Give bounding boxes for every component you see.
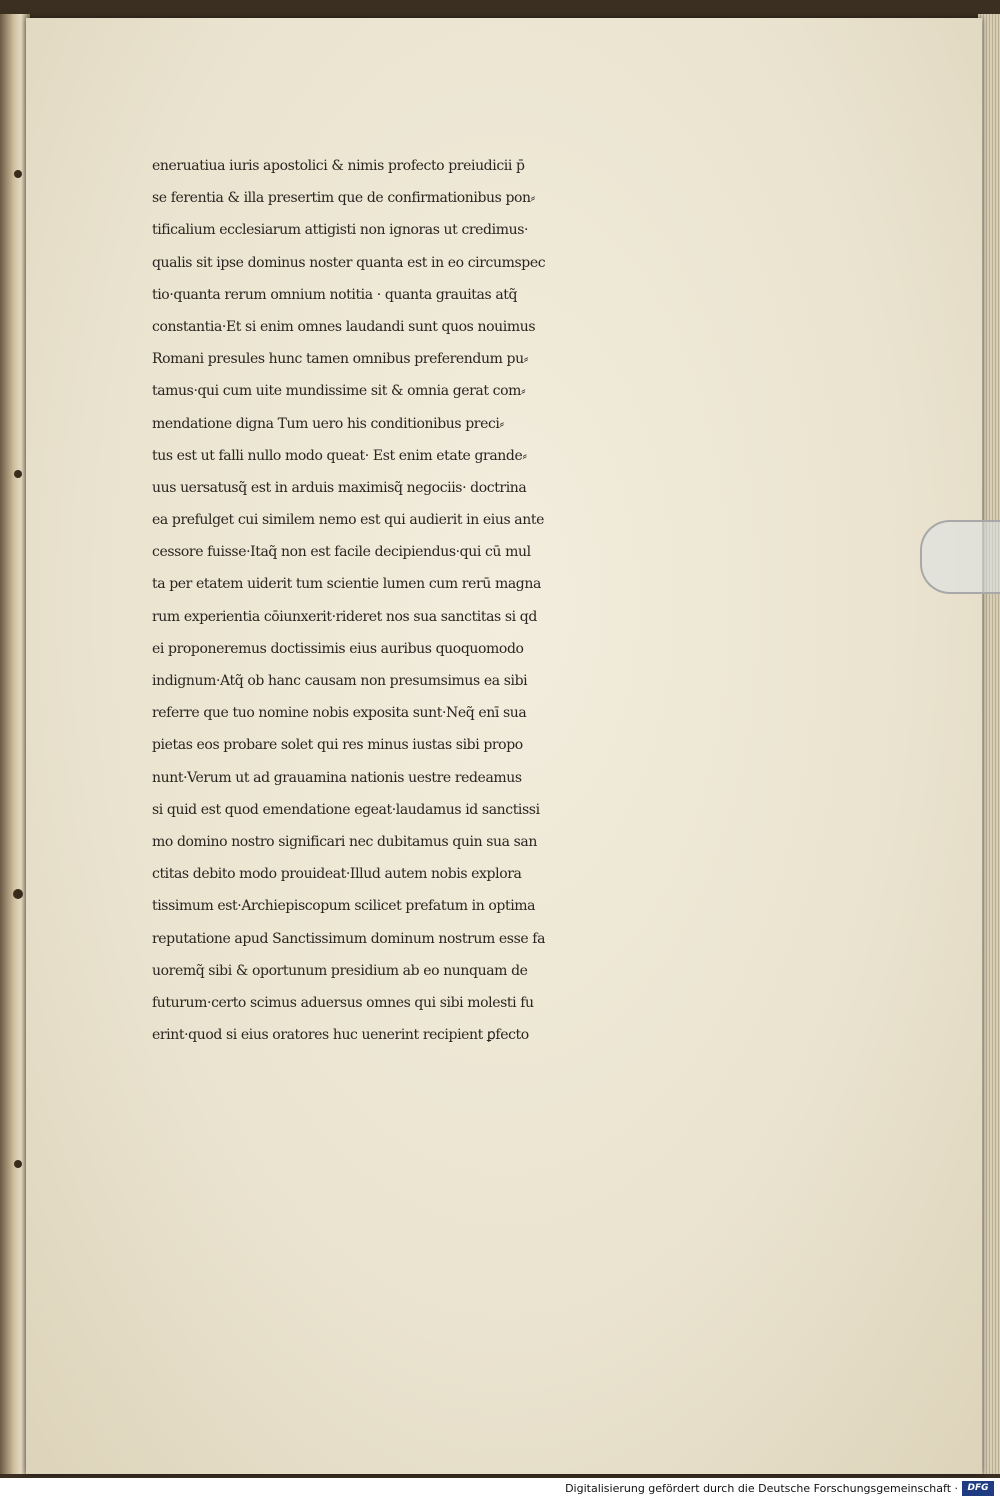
text-line: tificalium ecclesiarum attigisti non ignoras ut credimus· [152,222,529,239]
text-line: rum experientia cōiunxerit·rideret nos sua sanctitas si qd [152,608,537,625]
text-line: erint·quod si eius oratores huc uenerint recipient ꝑfecto [152,1027,529,1044]
text-line: ta per etatem uiderit tum scientie lumen cum rerū magna [152,576,541,593]
binding-holes [6,14,28,1474]
text-line: tamus·qui cum uite mundissime sit & omnia gerat com⸗ [152,383,526,400]
text-line: ctitas debito modo prouideat·Illud autem nobis explora [152,866,522,883]
text-line: indignum·Atq̃ ob hanc causam non presumsimus ea sibi [152,673,528,689]
text-line: referre que tuo nomine nobis exposita sunt·Neq̃ enī sua [152,705,527,722]
text-line: tio·quanta rerum omnium notitia · quanta grauitas atq̃ [152,286,518,303]
text-line: nunt·Verum ut ad grauamina nationis uestre redeamus [152,769,522,786]
text-line: Romani presules hunc tamen omnibus preferendum pu⸗ [152,351,528,368]
text-line: ea prefulget cui similem nemo est qui audierit in eius ante [152,512,544,529]
binding-hole [14,1160,22,1168]
text-line: cessore fuisse·Itaq̃ non est facile decipiendus·qui cū mul [152,544,531,561]
binding-hole [14,470,22,478]
text-line: reputatione apud Sanctissimum dominum nostrum esse fa [152,930,546,947]
text-line: mo domino nostro significari nec dubitamus quin sua san [152,833,537,850]
text-line: mendatione digna Tum uero his conditionibus preci⸗ [152,415,504,432]
text-line: tus est ut falli nullo modo queat· Est enim etate grande⸗ [152,447,527,464]
text-line: uus uersatusq̃ est in arduis maximisq̃ negociis· doctrina [152,479,527,496]
binding-hole [13,889,23,899]
text-line: si quid est quod emendatione egeat·laudamus id sanctissi [152,801,540,818]
text-line: qualis sit ipse dominus noster quanta est in eo circumspec [152,254,546,271]
text-line: se ferentia & illa presertim que de confirmationibus pon⸗ [152,190,535,207]
dfg-logo: DFG [962,1481,994,1496]
show-through-text [470,1090,770,1170]
text-line: eneruatiua iuris apostolici & nimis profecto preiudicii p̄ [152,158,525,174]
text-line: ei proponeremus doctissimis eius auribus quoquomodo [152,640,524,657]
digitization-credit: Digitalisierung gefördert durch die Deutsche Forschungsgemeinschaft · [565,1482,958,1495]
printed-text-block [152,150,772,1051]
binding-hole [14,170,22,178]
page-marker-tab [920,520,1000,594]
text-line: constantia·Et si enim omnes laudandi sunt quos nouimus [152,318,536,335]
text-line: tissimum est·Archiepiscopum scilicet prefatum in optima [152,898,536,915]
text-line: futurum·certo scimus aduersus omnes qui sibi molesti fu [152,994,534,1011]
text-line: uoremq̃ sibi & oportunum presidium ab eo nunquam de [152,962,528,979]
footer-bar [0,1478,1000,1500]
text-line: pietas eos probare solet qui res minus iustas sibi propo [152,737,523,754]
